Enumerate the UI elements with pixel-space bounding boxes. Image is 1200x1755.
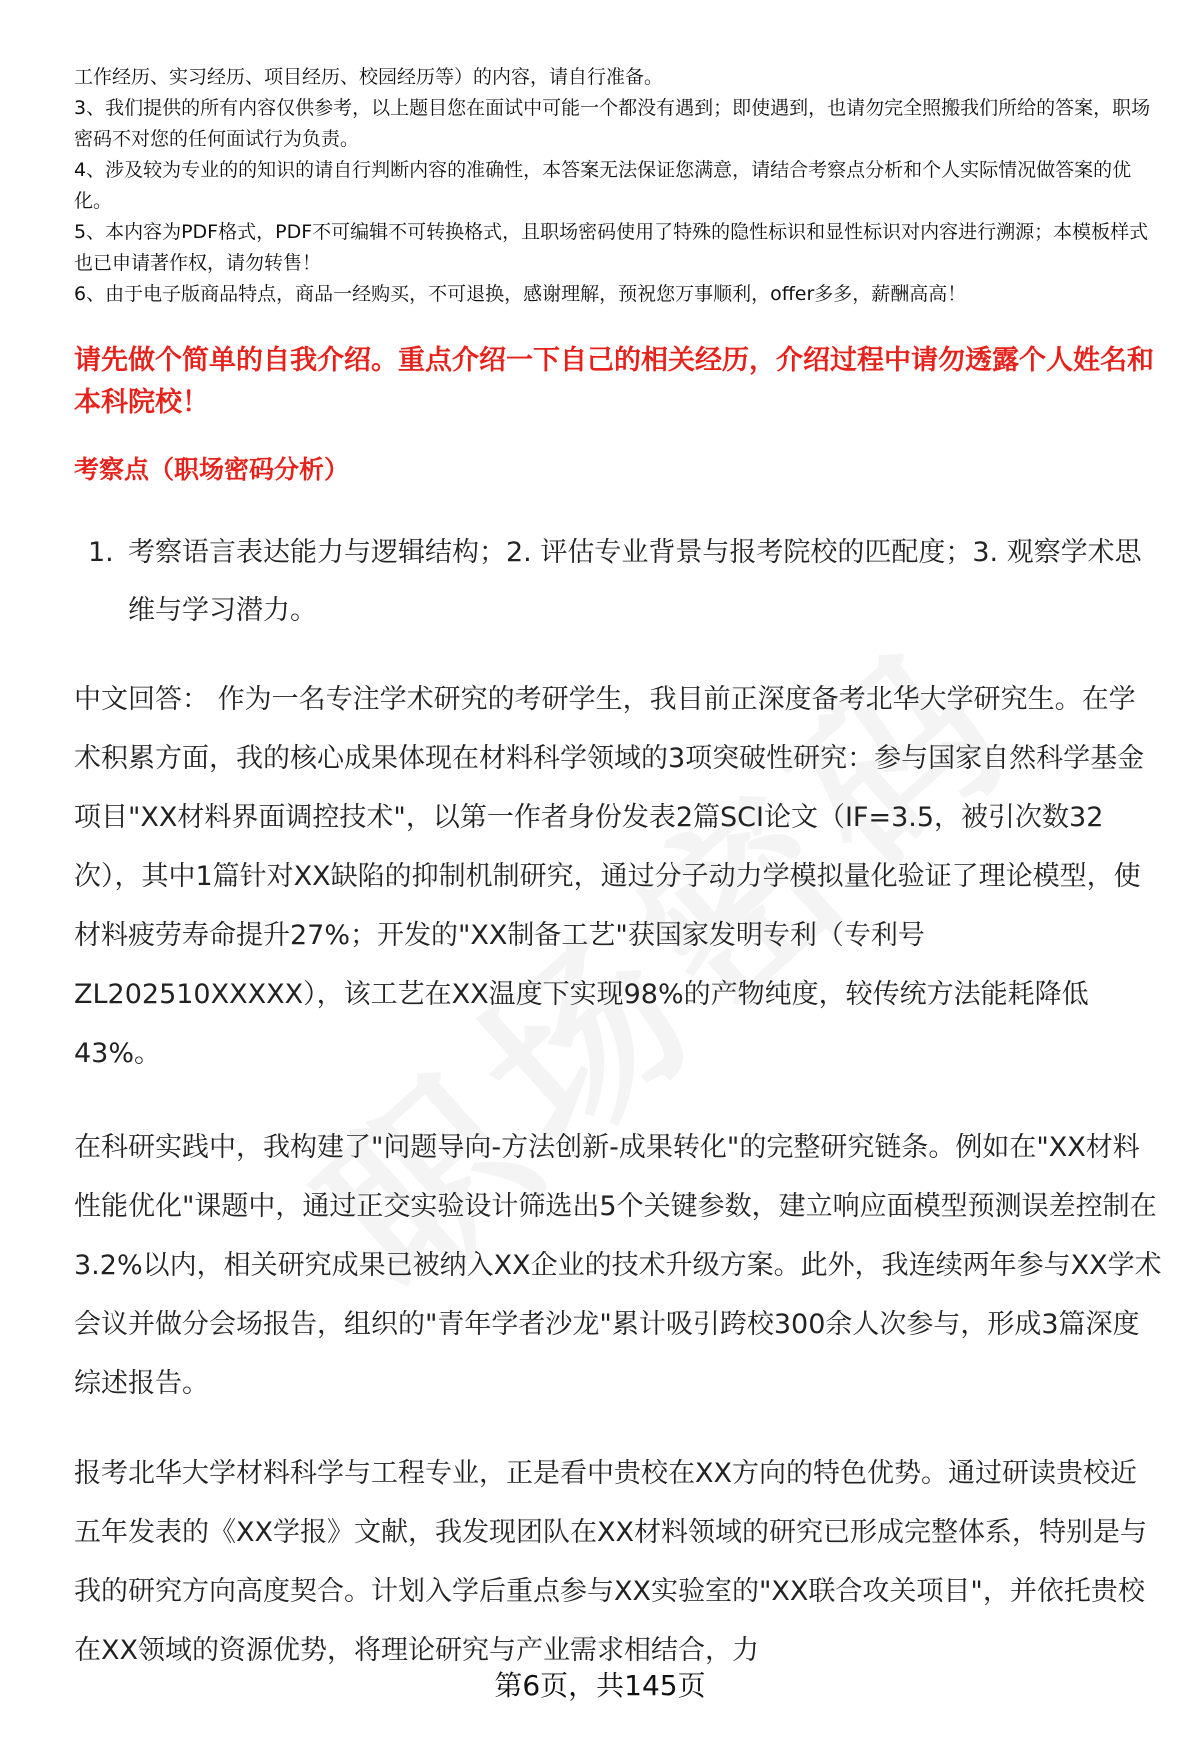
point-text: 考察语言表达能力与逻辑结构；2. 评估专业背景与报考院校的匹配度；3. 观察学术思维与学习潜力。: [128, 537, 1142, 626]
point-number: 1.: [88, 537, 114, 568]
answer-paragraph: 报考北华大学材料科学与工程专业，正是看中贵校在XX方向的特色优势。通过研读贵校近五年发表的《XX学报》文献，我发现团队在XX材料领域的研究已形成完整体系，特别是与我的研究方向高度契合。计划入学后重点参与XX实验室的"XX联合攻关项目"，并依托贵校在XX领域的资源优势，将理论研究与产业需求相结合，力: [74, 1458, 1147, 1666]
notice-line: 4、涉及较为专业的的知识的请自行判断内容的准确性，本答案无法保证您满意，请结合考察点分析和个人实际情况做答案的优化。: [74, 159, 1132, 212]
answer-paragraph: 中文回答： 作为一名专注学术研究的考研学生，我目前正深度备考北华大学研究生。在学术积累方面，我的核心成果体现在材料科学领域的3项突破性研究：参与国家自然科学基金项目"XX材料界面调控技术"，以第一作者身份发表2篇SCI论文（IF=3.5，被引次数32次），其中1篇针对XX缺陷的抑制机制研究，通过分子动力学模拟量化验证了理论模型，使材料疲劳寿命提升27%；开发的"XX制备工艺"获国家发明专利（专利号ZL202510XXXXX），该工艺在XX温度下实现98%的产物纯度，较传统方法能耗降低43%。: [74, 684, 1145, 1069]
page-number: 第6页，共145页: [494, 1669, 706, 1702]
notice-block: [74, 62, 1164, 310]
answer-paragraph: 在科研实践中，我构建了"问题导向-方法创新-成果转化"的完整研究链条。例如在"XX材料性能优化"课题中，通过正交实验设计筛选出5个关键参数，建立响应面模型预测误差控制在3.2%以内，相关研究成果已被纳入XX企业的技术升级方案。此外，我连续两年参与XX学术会议并做分会场报告，组织的"青年学者沙龙"累计吸引跨校300余人次参与，形成3篇深度综述报告。: [74, 1132, 1162, 1399]
notice-line: 5、本内容为PDF格式，PDF不可编辑不可转换格式，且职场密码使用了特殊的隐性标识和显性标识对内容进行溯源；本模板样式也已申请著作权，请勿转售！: [74, 221, 1149, 274]
interview-question: 请先做个简单的自我介绍。重点介绍一下自己的相关经历，介绍过程中请勿透露个人姓名和本科院校！: [74, 345, 1154, 418]
notice-line: 工作经历、实习经历、项目经历、校园经历等）的内容，请自行准备。: [74, 66, 664, 88]
assessment-points: [74, 524, 1164, 640]
analysis-heading: 考察点（职场密码分析）: [74, 455, 350, 484]
notice-line: 6、由于电子版商品特点，商品一经购买，不可退换，感谢理解，预祝您万事顺利，offer多多，薪酬高高！: [74, 283, 967, 305]
notice-line: 3、我们提供的所有内容仅供参考，以上题目您在面试中可能一个都没有遇到；即使遇到，也请勿完全照搬我们所给的答案，职场密码不对您的任何面试行为负责。: [74, 97, 1151, 150]
